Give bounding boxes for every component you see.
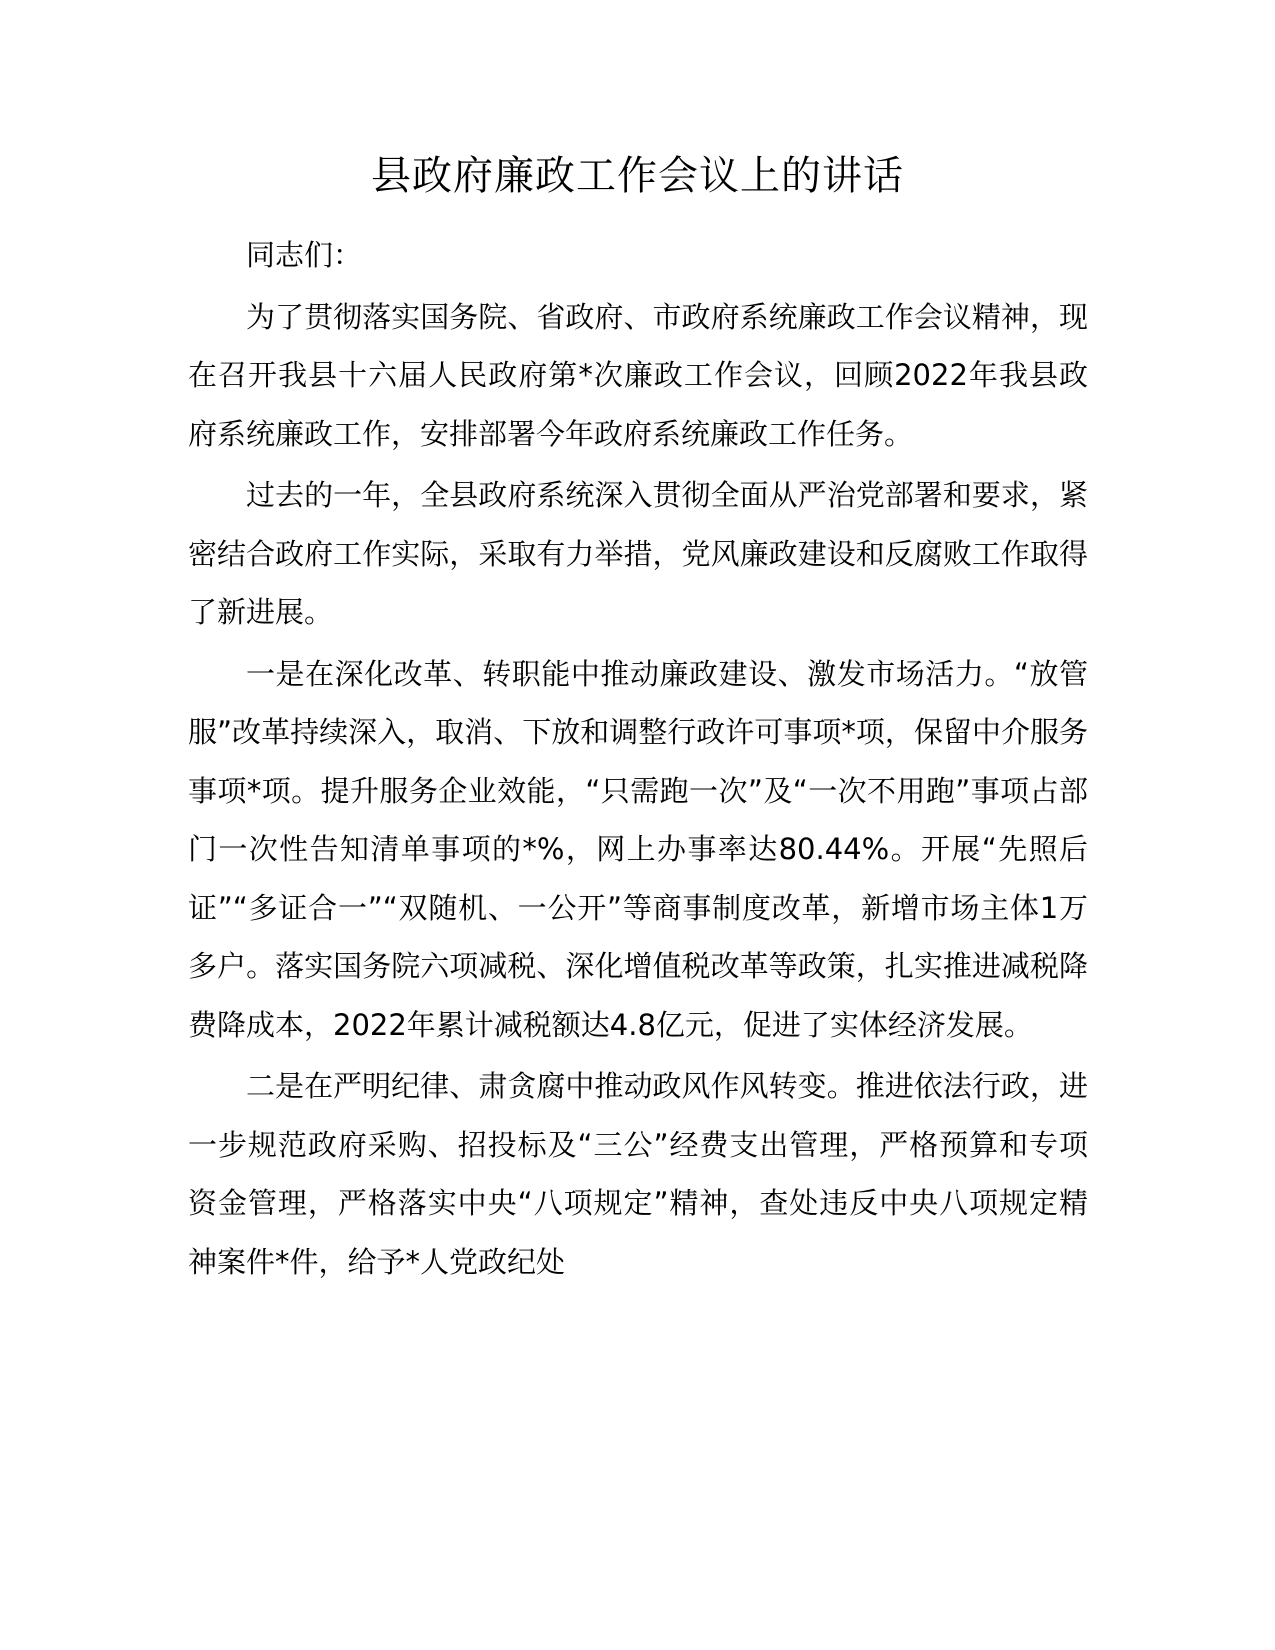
discipline-paragraph: 二是在严明纪律、肃贪腐中推动政风作风转变。推进依法行政，进一步规范政府采购、招投标及“三公”经费支出管理，严格预算和专项资金管理，严格落实中央“八项规定”精神，查处违反中央八项规定精神案件*件，给予*人党政纪处 <box>188 1069 1088 1279</box>
review-paragraph: 过去的一年，全县政府系统深入贯彻全面从严治党部署和要求，紧密结合政府工作实际，采取有力举措，党风廉政建设和反腐败工作取得了新进展。 <box>188 478 1088 629</box>
intro-paragraph: 为了贯彻落实国务院、省政府、市政府系统廉政工作会议精神，现在召开我县十六届人民政府第*次廉政工作会议，回顾2022年我县政府系统廉政工作，安排部署今年政府系统廉政工作任务。 <box>188 299 1088 451</box>
document-body <box>188 226 1088 1294</box>
salutation-paragraph: 同志们： <box>246 238 363 272</box>
reform-paragraph: 一是在深化改革、转职能中推动廉政建设、激发市场活力。“放管服”改革持续深入，取消、下放和调整行政许可事项*项，保留中介服务事项*项。提升服务企业效能，“只需跑一次”及“一次不用跑”事项占部门一次性告知清单事项的*%，网上办事率达80.44%。开展“先照后证”“多证合一”“双随机、一公开”等商事制度改革，新增市场主体1万多户。落实国务院六项减税、深化增值税改革等政策，扎实推进减税降费降成本，2022年累计减税额达4.8亿元，促进了实体经济发展。 <box>188 656 1088 1042</box>
document-title: 县政府廉政工作会议上的讲话 <box>371 153 904 199</box>
